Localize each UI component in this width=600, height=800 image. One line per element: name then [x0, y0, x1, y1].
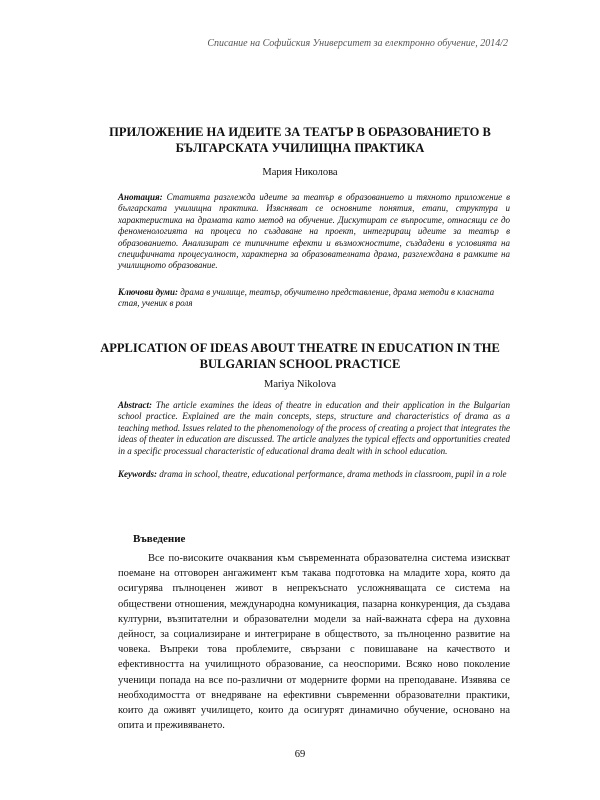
en-keywords-label: Keywords:: [118, 469, 157, 479]
bg-abstract: [118, 192, 510, 272]
section-heading-introduction: Въведение: [133, 533, 186, 545]
en-keywords-text: drama in school, theatre, educational performance, drama methods in classroom, pupil in a role: [159, 469, 507, 479]
bg-title: ПРИЛОЖЕНИЕ НА ИДЕИТЕ ЗА ТЕАТЪР В ОБРАЗОВАНИЕТО В БЪЛГАРСКАТА УЧИЛИЩНА ПРАКТИКА: [109, 125, 491, 155]
en-abstract-label: Abstract:: [118, 400, 153, 410]
bg-keywords: [118, 287, 510, 310]
en-abstract: [118, 400, 510, 457]
bg-abstract-label: Анотация:: [118, 192, 163, 202]
bg-keywords-text: драма в училище, театър, обучително представление, драма методи в класната стая, ученик в роля: [118, 287, 495, 309]
bg-keywords-label: Ключови думи:: [118, 287, 178, 297]
running-header: Списание на Софийския Университет за електронно обучение, 2014/2: [207, 38, 508, 49]
intro-paragraph: Все по-високите очаквания към съвременната образователна система изискват поемане на отговорен ангажимент към такава подготовка на младите хора, която да осигурява пълноценен живот в непрекъснато усложняващата се система на обществени отношения, международна комуникация, пазарна конкуренция, да създава културни, възпитателни и образователни модели за най-важната сфера на духовна дейност, за социализиране и интегриране в обществото, за пълноценно развитие на човека. Въпреки това проблемите, свързани с повишаване на качеството и ефективността на училищното образование, са неоспорими. Всяко ново поколение ученици попада на все по-различни от модерните форми на преподаване. Изявява се необходимостта от внедряване на ефективни съвременни образователни практики, които да оживят училището, които да осигурят динамично обучение, основано на опита и преживяването.: [118, 553, 510, 732]
en-author: Mariya Nikolova: [263, 379, 337, 390]
page-number: 69: [294, 749, 306, 760]
bg-abstract-text: Статията разглежда идеите за театър в образованието и тяхното приложение в българската училищна практика. Изясняват се основните понятия, етапи, структура и характеристика на драмата като метод на обучение. Дискутират се въпросите, отнасящи се до феноменологията на процеса по създаване на проект, интегриращ идеите за театър в образованието. Анализират се типичните ефекти и възможностите, създадени в условията на специфичната процесуалност, характерна за образователната драма, разглеждана в рамките на училищното образование.: [118, 192, 510, 271]
en-title: APPLICATION OF IDEAS ABOUT THEATRE IN EDUCATION IN THE BULGARIAN SCHOOL PRACTICE: [100, 341, 500, 371]
bg-author: Мария Николова: [262, 167, 338, 178]
en-keywords: [118, 469, 510, 480]
en-abstract-text: The article examines the ideas of theatre in education and their application in the Bulgarian school practice. Explained are the main concepts, steps, structure and characteristics of drama as a teaching method. Issues related to the phenomenology of the process of creating a project that integrates the ideas of theater in education are discussed. The article analyzes the typical effects and opportunities created in a specific processual characteristic of educational drama dealt with in school education.: [118, 400, 510, 456]
